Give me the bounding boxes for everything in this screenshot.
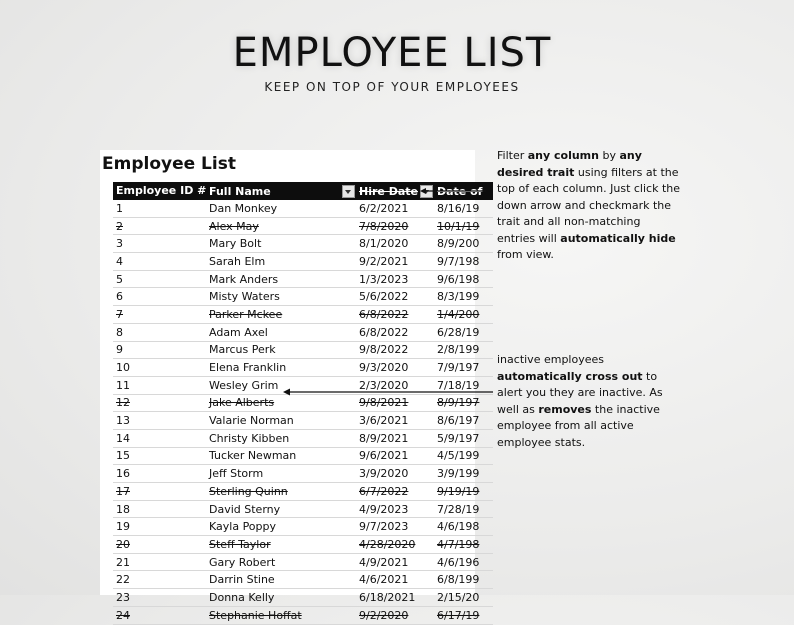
cell-hire[interactable]: 3/9/2020 — [356, 465, 434, 483]
note-emphasis: automatically cross out — [497, 369, 643, 383]
cell-name[interactable]: Christy Kibben — [206, 429, 356, 447]
cell-name[interactable]: Parker Mckee — [206, 306, 356, 324]
cell-name[interactable]: Donna Kelly — [206, 589, 356, 607]
column-header-name — [206, 182, 356, 200]
cell-name[interactable]: Alex May — [206, 217, 356, 235]
cell-name[interactable]: Wesley Grim — [206, 376, 356, 394]
cell-hire[interactable]: 2/3/2020 — [356, 376, 434, 394]
cell-dob[interactable]: 9/19/19 — [434, 483, 493, 501]
cell-name[interactable]: Gary Robert — [206, 553, 356, 571]
note-text: Filter — [497, 149, 528, 162]
cell-dob[interactable]: 7/28/19 — [434, 500, 493, 518]
cell-dob[interactable]: 4/6/198 — [434, 518, 493, 536]
cell-id[interactable]: 20 — [113, 536, 206, 554]
cell-id[interactable]: 23 — [113, 589, 206, 607]
cell-id[interactable]: 12 — [113, 394, 206, 412]
cell-id[interactable]: 19 — [113, 518, 206, 536]
cell-dob[interactable]: 8/9/197 — [434, 394, 493, 412]
cell-hire[interactable]: 8/9/2021 — [356, 429, 434, 447]
cell-name[interactable]: Dan Monkey — [206, 200, 356, 217]
cell-id[interactable]: 21 — [113, 553, 206, 571]
note-text: by — [598, 149, 620, 162]
cell-id[interactable]: 8 — [113, 323, 206, 341]
cell-name[interactable]: Sterling Quinn — [206, 483, 356, 501]
table-row[interactable] — [113, 606, 493, 624]
cell-dob[interactable]: 8/3/199 — [434, 288, 493, 306]
cell-id[interactable]: 10 — [113, 359, 206, 377]
table-row[interactable] — [113, 447, 493, 465]
cell-hire[interactable]: 9/2/2020 — [356, 606, 434, 624]
cell-name[interactable]: Adam Axel — [206, 323, 356, 341]
cell-hire[interactable]: 9/2/2021 — [356, 253, 434, 271]
cell-hire[interactable]: 5/6/2022 — [356, 288, 434, 306]
spreadsheet — [100, 150, 483, 622]
cell-hire[interactable]: 9/3/2020 — [356, 359, 434, 377]
cell-dob[interactable]: 4/7/198 — [434, 536, 493, 554]
cell-id[interactable]: 6 — [113, 288, 206, 306]
column-header-label: Date of — [437, 184, 483, 198]
cell-id[interactable]: 22 — [113, 571, 206, 589]
note-emphasis: any column — [527, 149, 599, 162]
note-text: to alert you they are inactive. As well as — [497, 369, 663, 416]
cell-id[interactable]: 3 — [113, 235, 206, 253]
employee-table — [113, 182, 493, 625]
cell-name[interactable]: Darrin Stine — [206, 571, 356, 589]
cell-dob[interactable]: 10/1/19 — [434, 217, 493, 235]
note-emphasis: automatically hide — [560, 231, 676, 245]
cell-name[interactable]: Jeff Storm — [206, 465, 356, 483]
table-row[interactable] — [113, 270, 493, 288]
cell-hire[interactable]: 4/9/2021 — [356, 553, 434, 571]
cell-hire[interactable]: 9/6/2021 — [356, 447, 434, 465]
cell-dob[interactable]: 4/6/196 — [434, 553, 493, 571]
cell-id[interactable]: 9 — [113, 341, 206, 359]
cell-dob[interactable]: 6/17/19 — [434, 606, 493, 624]
arrow-icon — [283, 386, 495, 398]
cell-id[interactable]: 18 — [113, 500, 206, 518]
cell-dob[interactable]: 2/8/199 — [434, 341, 493, 359]
page-title: EMPLOYEE LIST — [232, 30, 552, 76]
cell-dob[interactable]: 5/9/197 — [434, 429, 493, 447]
cell-name[interactable]: Kayla Poppy — [206, 518, 356, 536]
cell-id[interactable]: 17 — [113, 483, 206, 501]
column-header-label: Hire Date — [359, 184, 418, 198]
cell-hire[interactable]: 8/1/2020 — [356, 235, 434, 253]
table-row[interactable] — [113, 571, 493, 589]
filter-note — [497, 148, 682, 264]
cell-hire[interactable]: 4/6/2021 — [356, 571, 434, 589]
cell-hire[interactable]: 9/7/2023 — [356, 518, 434, 536]
cell-id[interactable]: 13 — [113, 412, 206, 430]
table-row[interactable] — [113, 500, 493, 518]
cell-name[interactable]: Marcus Perk — [206, 341, 356, 359]
cell-id[interactable]: 16 — [113, 465, 206, 483]
table-row[interactable] — [113, 359, 493, 377]
table-row[interactable] — [113, 465, 493, 483]
cell-id[interactable]: 1 — [113, 200, 206, 217]
cell-hire[interactable]: 3/6/2021 — [356, 412, 434, 430]
table-row[interactable] — [113, 412, 493, 430]
cell-dob[interactable]: 3/9/199 — [434, 465, 493, 483]
table-row[interactable] — [113, 288, 493, 306]
column-header-label: Employee ID # — [116, 184, 207, 198]
table-row[interactable] — [113, 553, 493, 571]
cell-id[interactable]: 14 — [113, 429, 206, 447]
cell-name[interactable]: Misty Waters — [206, 288, 356, 306]
cell-dob[interactable]: 7/18/19 — [434, 376, 493, 394]
table-row[interactable] — [113, 429, 493, 447]
cell-hire[interactable]: 1/3/2023 — [356, 270, 434, 288]
note-text: using filters at the top of each column. Just click the down arrow and checkmark the trait and all non-matching entries will — [497, 165, 681, 245]
column-header-label: Full Name — [209, 184, 271, 198]
arrow-icon — [420, 185, 490, 197]
cell-id[interactable]: 11 — [113, 376, 206, 394]
table-row[interactable] — [113, 200, 493, 217]
cell-hire[interactable]: 4/9/2023 — [356, 500, 434, 518]
cell-name[interactable]: Tucker Newman — [206, 447, 356, 465]
note-text: the inactive employee from all active employee stats. — [497, 402, 660, 449]
cell-hire[interactable]: 6/8/2022 — [356, 306, 434, 324]
table-row[interactable] — [113, 536, 493, 554]
note-emphasis: removes — [538, 402, 592, 416]
sheet-title: Employee List — [102, 154, 236, 174]
cell-dob[interactable]: 8/16/19 — [434, 200, 493, 217]
table-row[interactable] — [113, 518, 493, 536]
cell-name[interactable]: Stephanie Hoffat — [206, 606, 356, 624]
table-row[interactable] — [113, 253, 493, 271]
cell-dob[interactable]: 2/15/20 — [434, 589, 493, 607]
note-text: from view. — [497, 248, 554, 261]
filter-dropdown-icon[interactable] — [342, 185, 355, 198]
cell-name[interactable]: Mark Anders — [206, 270, 356, 288]
cell-hire[interactable]: 9/8/2021 — [356, 394, 434, 412]
cell-name[interactable]: Valarie Norman — [206, 412, 356, 430]
cell-hire[interactable]: 6/2/2021 — [356, 200, 434, 217]
cell-name[interactable]: David Sterny — [206, 500, 356, 518]
table-row[interactable] — [113, 217, 493, 235]
cell-hire[interactable]: 6/8/2022 — [356, 323, 434, 341]
note-text: inactive employees — [497, 353, 604, 366]
cell-dob[interactable]: 9/6/198 — [434, 270, 493, 288]
table-row[interactable] — [113, 341, 493, 359]
cell-hire[interactable]: 6/18/2021 — [356, 589, 434, 607]
note-emphasis: any desired trait — [497, 149, 642, 179]
cell-hire[interactable]: 7/8/2020 — [356, 217, 434, 235]
table-row[interactable] — [113, 306, 493, 324]
cell-name[interactable]: Sarah Elm — [206, 253, 356, 271]
table-row[interactable] — [113, 323, 493, 341]
table-row[interactable] — [113, 235, 493, 253]
cell-id[interactable]: 4 — [113, 253, 206, 271]
inactive-note — [497, 352, 682, 451]
cell-dob[interactable]: 1/4/200 — [434, 306, 493, 324]
cell-id[interactable]: 7 — [113, 306, 206, 324]
column-header-id — [113, 182, 206, 200]
cell-hire[interactable]: 9/8/2022 — [356, 341, 434, 359]
page-subtitle: KEEP ON TOP OF YOUR EMPLOYEES — [264, 80, 520, 94]
cell-name[interactable]: Steff Taylor — [206, 536, 356, 554]
table-row[interactable] — [113, 483, 493, 501]
cell-name[interactable]: Jake Alberts — [206, 394, 356, 412]
cell-name[interactable]: Mary Bolt — [206, 235, 356, 253]
cell-dob[interactable]: 9/7/198 — [434, 253, 493, 271]
cell-dob[interactable]: 8/6/197 — [434, 412, 493, 430]
cell-hire[interactable]: 4/28/2020 — [356, 536, 434, 554]
cell-id[interactable]: 2 — [113, 217, 206, 235]
cell-dob[interactable]: 6/28/19 — [434, 323, 493, 341]
cell-name[interactable]: Elena Franklin — [206, 359, 356, 377]
cell-dob[interactable]: 6/8/199 — [434, 571, 493, 589]
cell-id[interactable]: 15 — [113, 447, 206, 465]
table-row[interactable] — [113, 589, 493, 607]
cell-id[interactable]: 5 — [113, 270, 206, 288]
cell-dob[interactable]: 8/9/200 — [434, 235, 493, 253]
cell-dob[interactable]: 4/5/199 — [434, 447, 493, 465]
cell-id[interactable]: 24 — [113, 606, 206, 624]
cell-dob[interactable]: 7/9/197 — [434, 359, 493, 377]
cell-hire[interactable]: 6/7/2022 — [356, 483, 434, 501]
